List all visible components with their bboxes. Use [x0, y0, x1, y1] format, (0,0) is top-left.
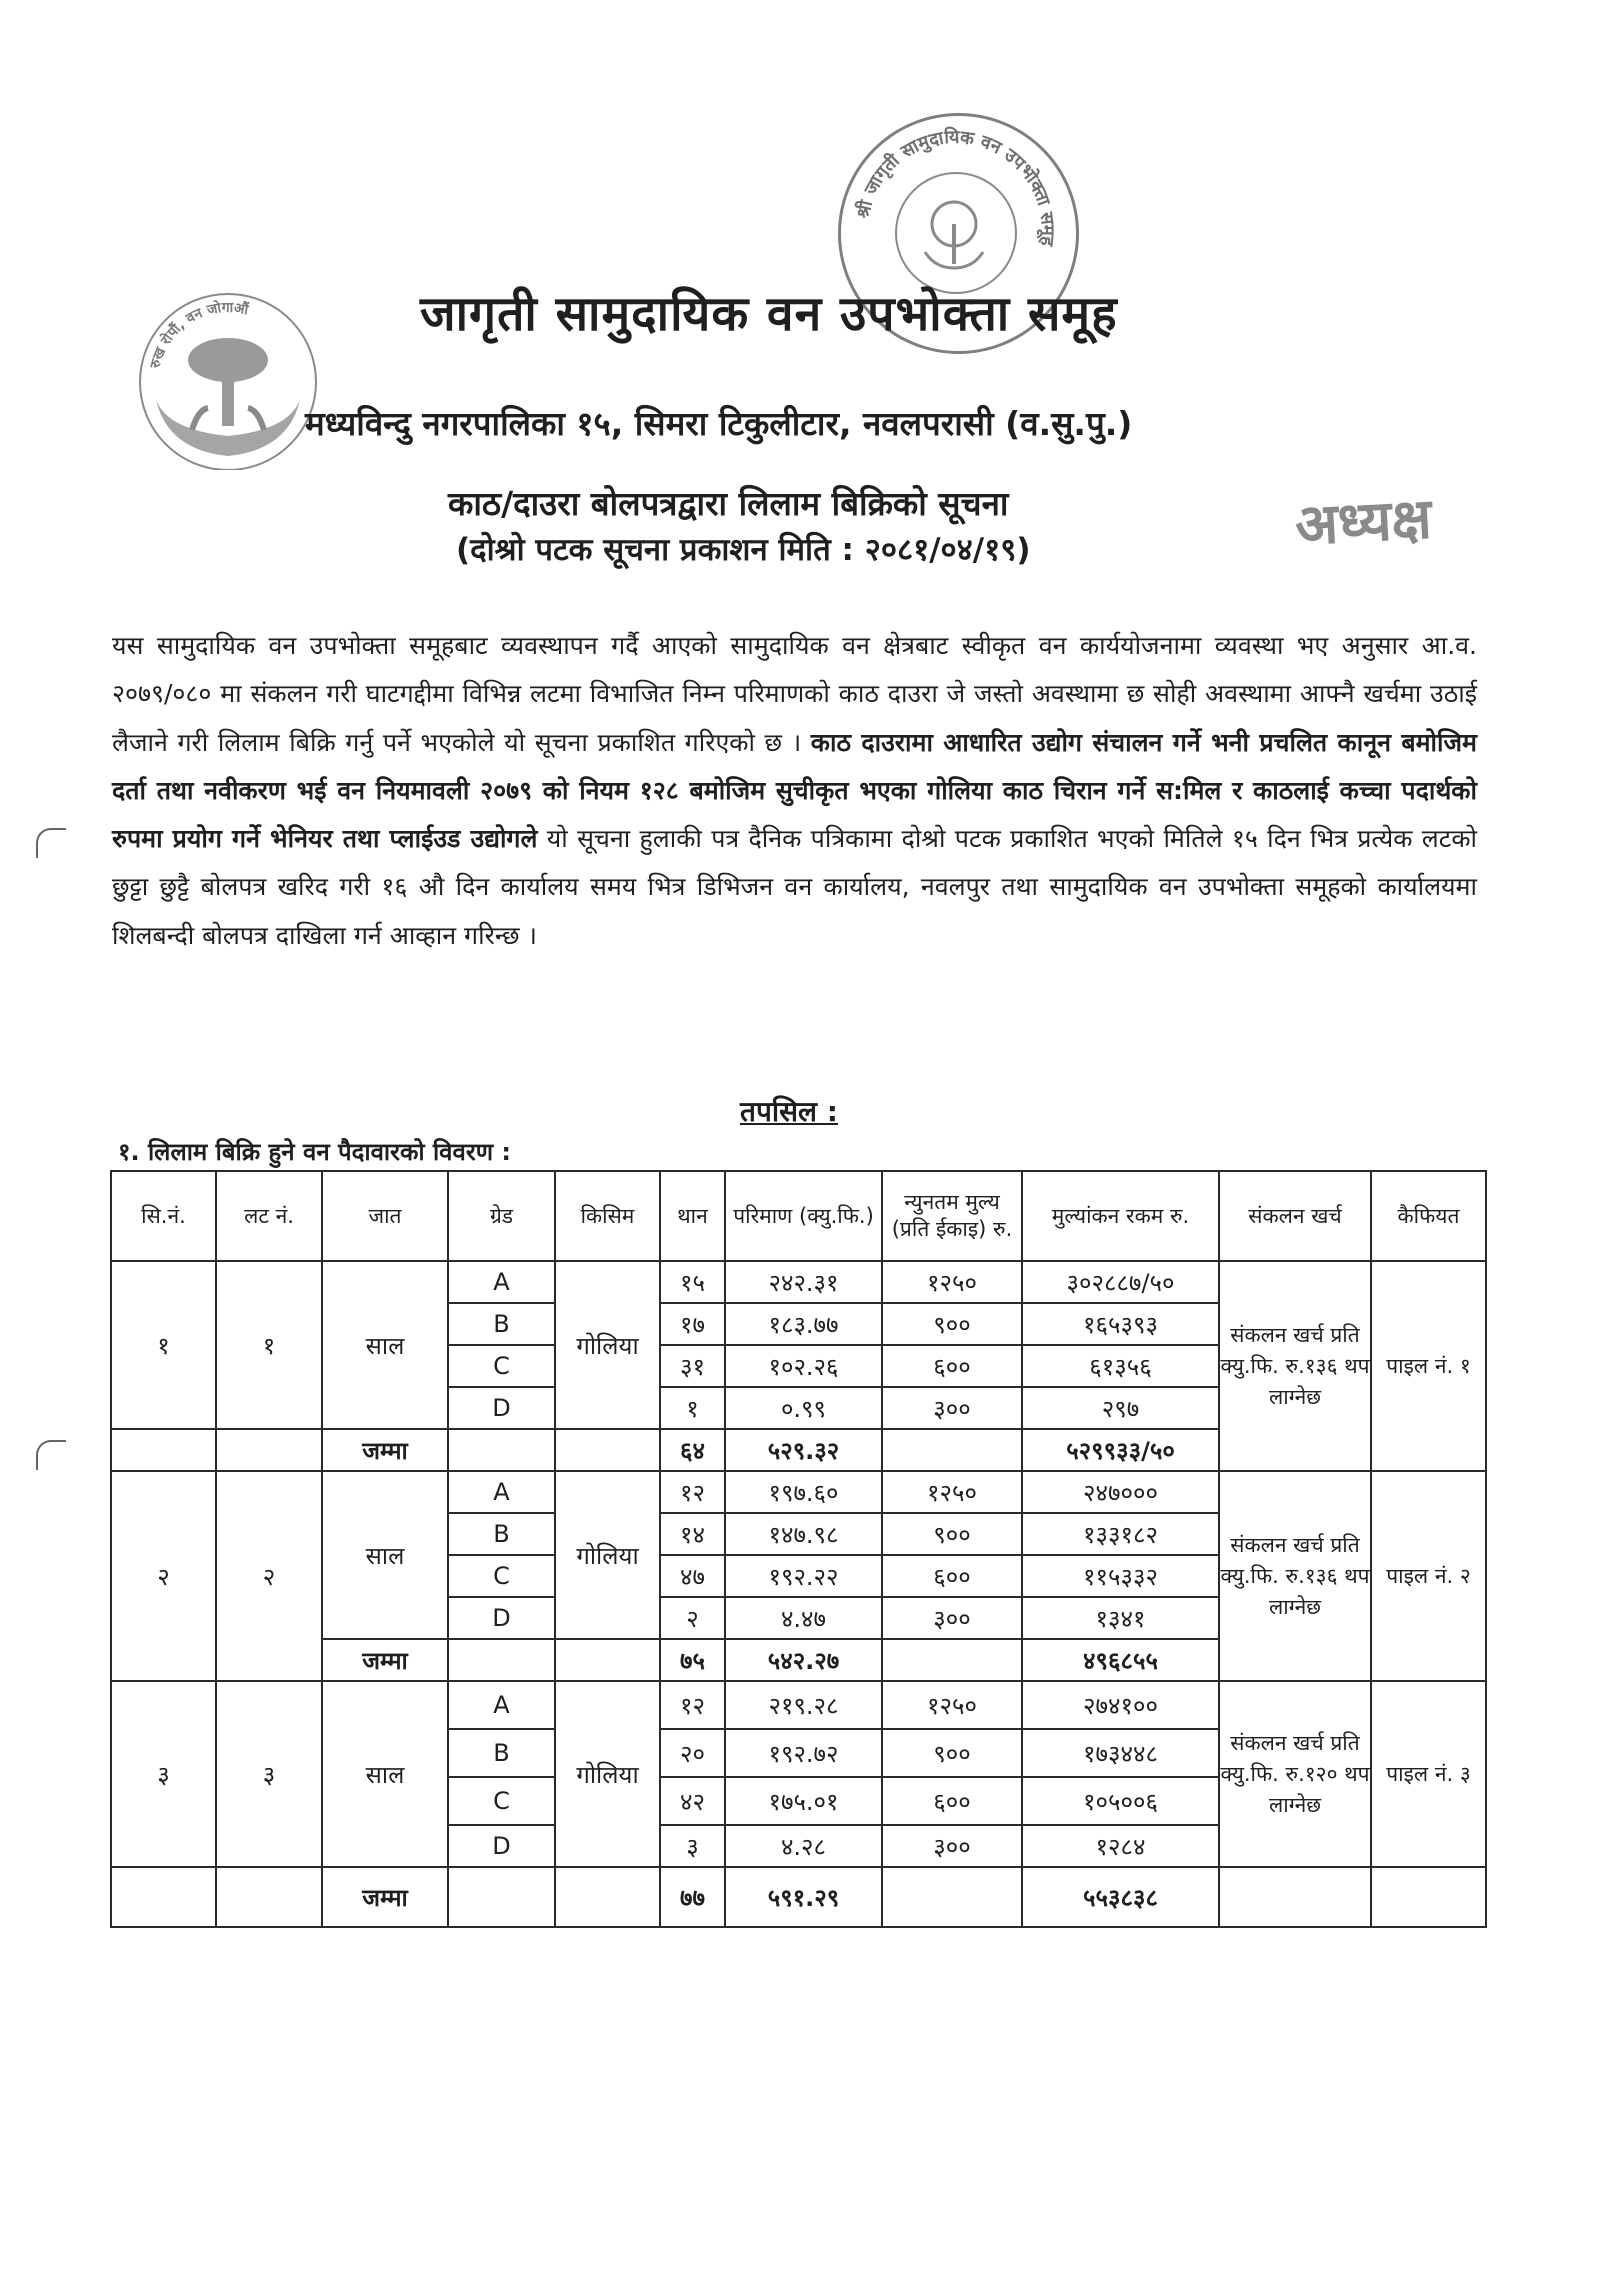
cell-count: १४: [660, 1513, 725, 1555]
cell-empty: [882, 1639, 1022, 1681]
organization-address: मध्यविन्दु नगरपालिका १५, सिमरा टिकुलीटार, नवलपरासी (व.सु.पु.): [305, 404, 1133, 443]
cell-type: गोलिया: [555, 1681, 660, 1867]
cell-value: ६१३५६: [1022, 1345, 1219, 1387]
cell-volume: ०.९९: [725, 1387, 882, 1429]
cell-lot: ३: [216, 1681, 322, 1867]
cell-grade: C: [448, 1555, 555, 1597]
cell-count: २: [660, 1597, 725, 1639]
cell-count: ३: [660, 1825, 725, 1867]
cell-grade: D: [448, 1597, 555, 1639]
cell-empty: [448, 1867, 555, 1927]
cell-volume: १९२.२२: [725, 1555, 882, 1597]
cell-value: १०५००६: [1022, 1777, 1219, 1825]
cell-collection-cost: संकलन खर्च प्रति क्यु.फि. रु.१३६ थप लाग्नेछ: [1219, 1261, 1371, 1471]
notice-body-eligibility: काठ दाउरामा आधारित उद्योग संचालन गर्ने भनी प्रचलित कानून बमोजिम दर्ता तथा नवीकरण भई वन नियमावली २०७९ को नियम १२८ बमोजिम सुचीकृत भएका गोलिया काठ चिरान गर्ने स:मिल र काठलाई कच्चा पदार्थको रुपमा प्रयोग गर्ने भेनियर तथा प्लाईउड उद्योगले: [112, 727, 1477, 854]
cell-volume: २४२.३१: [725, 1261, 882, 1303]
cell-empty: [448, 1639, 555, 1681]
cell-value: २७४१००: [1022, 1681, 1219, 1729]
organization-title: जागृती सामुदायिक वन उपभोक्ता समूह: [420, 286, 1118, 342]
cell-empty: [882, 1429, 1022, 1471]
cell-empty: [555, 1639, 660, 1681]
header-remarks: कैफियत: [1371, 1171, 1486, 1261]
cell-value: ३०२८८७/५०: [1022, 1261, 1219, 1303]
table-row: [111, 1681, 1486, 1729]
cell-collection-cost: संकलन खर्च प्रति क्यु.फि. रु.१३६ थप लाग्नेछ: [1219, 1471, 1371, 1681]
cell-volume: १०२.२६: [725, 1345, 882, 1387]
cell-value: १३३१८२: [1022, 1513, 1219, 1555]
header-value: मुल्यांकन रकम रु.: [1022, 1171, 1219, 1261]
tree-hands-logo: [128, 290, 328, 470]
cell-empty: [882, 1867, 1022, 1927]
table-row: [111, 1261, 1486, 1303]
header-count: थान: [660, 1171, 725, 1261]
header-grade: ग्रेड: [448, 1171, 555, 1261]
cell-empty: [1219, 1867, 1371, 1927]
cell-total-count: ७५: [660, 1639, 725, 1681]
cell-lot: १: [216, 1261, 322, 1429]
cell-empty: [111, 1429, 216, 1471]
cell-count: ४२: [660, 1777, 725, 1825]
header-species: जात: [322, 1171, 448, 1261]
cell-sn: २: [111, 1471, 216, 1681]
cell-min-price: ९००: [882, 1513, 1022, 1555]
cell-sn: १: [111, 1261, 216, 1429]
cell-count: ३१: [660, 1345, 725, 1387]
table-total-row: [111, 1867, 1486, 1927]
table-row: [111, 1471, 1486, 1513]
cell-species: साल: [322, 1261, 448, 1429]
cell-min-price: ९००: [882, 1303, 1022, 1345]
cell-volume: ४.४७: [725, 1597, 882, 1639]
cell-species: साल: [322, 1681, 448, 1867]
cell-total-value: ५५३८३८: [1022, 1867, 1219, 1927]
cell-total-label: जम्मा: [322, 1867, 448, 1927]
cell-count: १२: [660, 1681, 725, 1729]
cell-min-price: १२५०: [882, 1471, 1022, 1513]
cell-grade: A: [448, 1261, 555, 1303]
margin-punch-mark: [36, 828, 66, 858]
cell-empty: [1371, 1867, 1486, 1927]
cell-empty: [216, 1867, 322, 1927]
cell-min-price: १२५०: [882, 1261, 1022, 1303]
cell-total-label: जम्मा: [322, 1639, 448, 1681]
cell-value: २४७०००: [1022, 1471, 1219, 1513]
seal-text: श्री जागृती सामुदायिक वन उपभोक्ता समूह: [852, 126, 1059, 248]
cell-value: १३४१: [1022, 1597, 1219, 1639]
notice-body-part3: यो सूचना हुलाकी पत्र दैनिक पत्रिकामा दोश्रो पटक प्रकाशित भएको मितिले १५ दिन भित्र प्रत्येक लटको छुट्टा छुट्टै बोलपत्र खरिद गरी १६ औ दिन कार्यालय समय भित्र डिभिजन वन कार्यालय, नवलपुर तथा सामुदायिक वन उपभोक्ता समूहको कार्यालयमा शिलबन्दी बोलपत्र दाखिला गर्न आव्हान गरिन्छ ।: [112, 824, 1477, 950]
cell-total-value: ४९६८५५: [1022, 1639, 1219, 1681]
header-sn: सि.नं.: [111, 1171, 216, 1261]
cell-species: साल: [322, 1471, 448, 1639]
seal-inner-emblem: [895, 172, 1017, 294]
cell-grade: B: [448, 1513, 555, 1555]
cell-min-price: ३००: [882, 1597, 1022, 1639]
cell-min-price: ६००: [882, 1777, 1022, 1825]
header-lot: लट नं.: [216, 1171, 322, 1261]
cell-total-count: ६४: [660, 1429, 725, 1471]
cell-count: १७: [660, 1303, 725, 1345]
cell-grade: B: [448, 1729, 555, 1777]
cell-empty: [555, 1429, 660, 1471]
cell-volume: २१९.२८: [725, 1681, 882, 1729]
cell-value: १७३४४८: [1022, 1729, 1219, 1777]
cell-value: ११५३३२: [1022, 1555, 1219, 1597]
cell-total-value: ५२९९३३/५०: [1022, 1429, 1219, 1471]
cell-grade: A: [448, 1471, 555, 1513]
cell-count: १२: [660, 1471, 725, 1513]
header-volume: परिमाण (क्यु.फि.): [725, 1171, 882, 1261]
cell-min-price: ३००: [882, 1825, 1022, 1867]
cell-grade: C: [448, 1777, 555, 1825]
cell-value: २९७: [1022, 1387, 1219, 1429]
notice-publication-date: (दोश्रो पटक सूचना प्रकाशन मिति : २०८१/०४/१९): [456, 532, 1031, 568]
cell-min-price: ९००: [882, 1729, 1022, 1777]
table-header-row: [111, 1171, 1486, 1261]
logo-text: रुख रोपौं, वन जोगाऔं: [147, 299, 250, 370]
cell-type: गोलिया: [555, 1471, 660, 1639]
cell-grade: B: [448, 1303, 555, 1345]
cell-volume: १८३.७७: [725, 1303, 882, 1345]
cell-type: गोलिया: [555, 1261, 660, 1429]
cell-empty: [111, 1867, 216, 1927]
header-collection-cost: संकलन खर्च: [1219, 1171, 1371, 1261]
cell-total-volume: ५९१.२९: [725, 1867, 882, 1927]
cell-value: १६५३९३: [1022, 1303, 1219, 1345]
cell-value: १२८४: [1022, 1825, 1219, 1867]
cell-count: २०: [660, 1729, 725, 1777]
chairperson-stamp: अध्यक्ष: [1293, 486, 1434, 559]
section-heading: १. लिलाम बिक्रि हुने वन पैदावारको विवरण :: [118, 1138, 511, 1166]
cell-sn: ३: [111, 1681, 216, 1867]
cell-volume: १९२.७२: [725, 1729, 882, 1777]
cell-volume: १४७.९८: [725, 1513, 882, 1555]
cell-count: १: [660, 1387, 725, 1429]
cell-volume: ४.२८: [725, 1825, 882, 1867]
cell-min-price: ६००: [882, 1555, 1022, 1597]
cell-total-volume: ५२९.३२: [725, 1429, 882, 1471]
cell-grade: D: [448, 1825, 555, 1867]
cell-total-count: ७७: [660, 1867, 725, 1927]
cell-remarks: पाइल नं. ३: [1371, 1681, 1486, 1867]
cell-count: १५: [660, 1261, 725, 1303]
header-min-price: न्युनतम मुल्य (प्रति ईकाइ) रु.: [882, 1171, 1022, 1261]
notice-body-part1: यस सामुदायिक वन उपभोक्ता समूहबाट व्यवस्थापन गर्दै आएको सामुदायिक वन क्षेत्रबाट स्वीकृत वन कार्ययोजनामा व्यवस्था भए अनुसार आ.व. २०७९/०८० मा संकलन गरी घाटगद्दीमा विभिन्न लटमा विभाजित निम्न परिमाणको काठ दाउरा जे जस्तो अवस्थामा छ सोही अवस्थामा आफ्नै खर्चमा उठाई लैजाने गरी लिलाम बिक्रि गर्नु पर्ने भएकोले यो सूचना प्रकाशित गरिएको छ ।: [112, 631, 1477, 757]
header-type: किसिम: [555, 1171, 660, 1261]
cell-volume: १९७.६०: [725, 1471, 882, 1513]
margin-punch-mark: [36, 1440, 66, 1470]
cell-empty: [216, 1429, 322, 1471]
cell-volume: १७५.०१: [725, 1777, 882, 1825]
cell-empty: [555, 1867, 660, 1927]
cell-min-price: ६००: [882, 1345, 1022, 1387]
cell-grade: D: [448, 1387, 555, 1429]
notice-body: [112, 622, 1477, 960]
cell-min-price: ३००: [882, 1387, 1022, 1429]
notice-title: काठ/दाउरा बोलपत्रद्वारा लिलाम बिक्रिको सूचना: [448, 484, 1009, 523]
cell-total-volume: ५४२.२७: [725, 1639, 882, 1681]
cell-lot: २: [216, 1471, 322, 1681]
lot-details-table: [110, 1170, 1487, 1928]
cell-min-price: १२५०: [882, 1681, 1022, 1729]
cell-grade: C: [448, 1345, 555, 1387]
cell-empty: [448, 1429, 555, 1471]
cell-collection-cost: संकलन खर्च प्रति क्यु.फि. रु.१२० थप लाग्नेछ: [1219, 1681, 1371, 1867]
cell-count: ४७: [660, 1555, 725, 1597]
cell-total-label: जम्मा: [322, 1429, 448, 1471]
details-heading: तपसिल :: [740, 1095, 838, 1128]
lot-table-wrapper: [110, 1170, 1487, 1928]
cell-grade: A: [448, 1681, 555, 1729]
cell-remarks: पाइल नं. १: [1371, 1261, 1486, 1471]
cell-remarks: पाइल नं. २: [1371, 1471, 1486, 1681]
